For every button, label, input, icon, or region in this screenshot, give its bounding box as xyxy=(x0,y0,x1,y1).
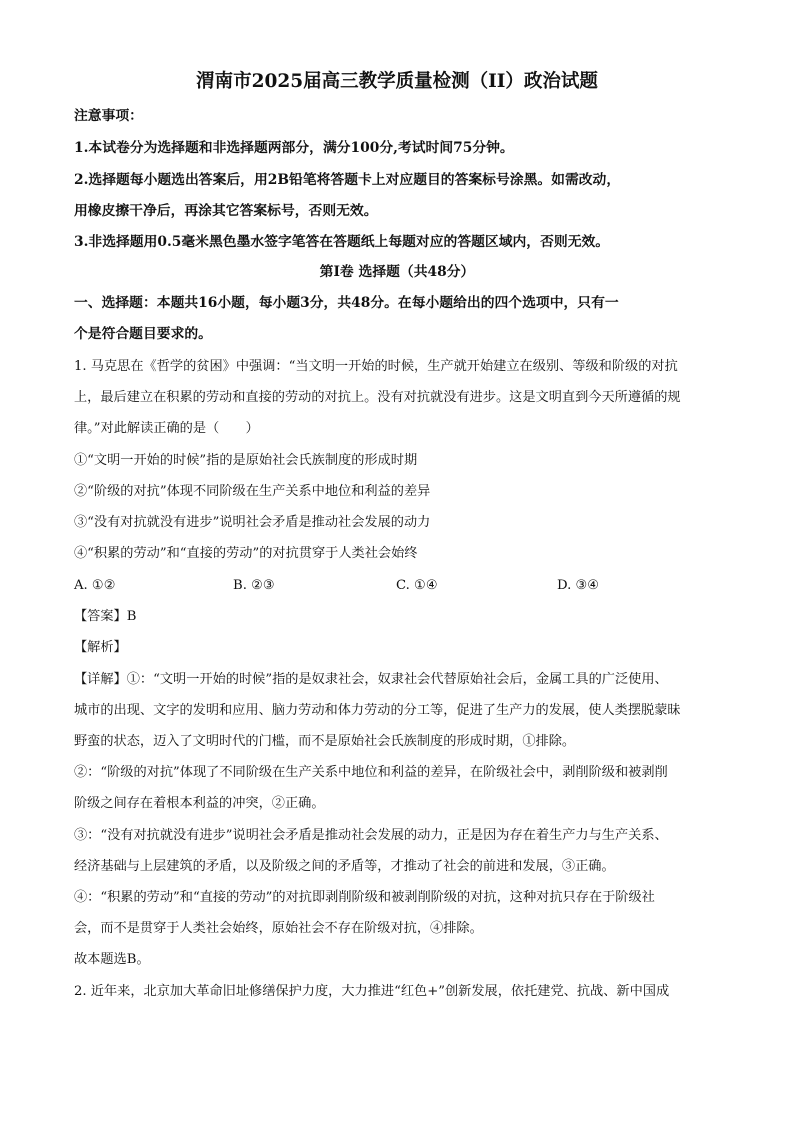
q1-analysis-label: 【解析】 xyxy=(74,640,127,655)
q1-stem-line-3: 律。”对此解读正确的是（ ） xyxy=(74,421,259,436)
notice-item-3: 3.非选择题用0.5毫米黑色墨水签字笔答在答题纸上每题对应的答题区域内，否则无效。 xyxy=(74,234,610,250)
section-instruction-line-2: 个是符合题目要求的。 xyxy=(74,326,212,342)
q1-option-c: C. ①④ xyxy=(396,578,438,593)
section-instruction-line-1: 一、选择题：本题共16小题，每小题3分，共48分。在每小题给出的四个选项中，只有一 xyxy=(74,295,619,311)
page-title: 渭南市2025届高三教学质量检测（II）政治试题 xyxy=(196,71,598,92)
q1-analysis-line-8: ④：“积累的劳动”和“直接的劳动”的对抗即剥削阶级和被剥削阶级的对抗，这种对抗只存在于阶级社 xyxy=(74,890,655,905)
notice-heading: 注意事项： xyxy=(74,108,143,124)
q1-option-d: D. ③④ xyxy=(557,578,600,593)
q1-analysis-line-4: ②：“阶级的对抗”体现了不同阶级在生产关系中地位和利益的差异，在阶级社会中，剥削阶级和被剥削 xyxy=(74,765,668,780)
notice-item-2-continued: 用橡皮擦干净后，再涂其它答案标号，否则无效。 xyxy=(74,203,378,219)
q1-statement-3: ③“没有对抗就没有进步”说明社会矛盾是推动社会发展的动力 xyxy=(74,515,431,530)
q1-analysis-line-1: 【详解】①：“文明一开始的时候”指的是奴隶社会，奴隶社会代替原始社会后，金属工具的广泛使用、 xyxy=(74,672,668,687)
q1-analysis-line-3: 野蛮的状态，迈入了文明时代的门槛，而不是原始社会氏族制度的形成时期，①排除。 xyxy=(74,734,576,749)
q1-analysis-line-2: 城市的出现、文字的发明和应用、脑力劳动和体力劳动的分工等，促进了生产力的发展，使人类摆脱蒙昧 xyxy=(74,703,681,718)
q1-stem-line-2: 上，最后建立在积累的劳动和直接的劳动的对抗上。没有对抗就没有进步。这是文明直到今天所遵循的规 xyxy=(74,390,681,405)
notice-item-1: 1.本试卷分为选择题和非选择题两部分，满分100分,考试时间75分钟。 xyxy=(74,140,514,156)
section-title: 第Ⅰ卷 选择题（共48分） xyxy=(319,264,475,280)
q1-conclusion: 故本题选B。 xyxy=(74,952,150,967)
q1-analysis-line-9: 会，而不是贯穿于人类社会始终，原始社会不存在阶级对抗，④排除。 xyxy=(74,921,483,936)
q1-option-a: A. ①② xyxy=(74,578,116,593)
q1-statement-4: ④“积累的劳动”和“直接的劳动”的对抗贯穿于人类社会始终 xyxy=(74,546,418,561)
q1-analysis-line-6: ③：“没有对抗就没有进步”说明社会矛盾是推动社会发展的动力，正是因为存在着生产力与生产关系、 xyxy=(74,828,668,843)
q1-stem-line-1: 1. 马克思在《哲学的贫困》中强调：“当文明一开始的时候，生产就开始建立在级别、等级和阶级的对抗 xyxy=(74,359,678,374)
q1-option-b: B. ②③ xyxy=(233,578,275,593)
q1-analysis-line-7: 经济基础与上层建筑的矛盾，以及阶级之间的矛盾等，才推动了社会的前进和发展，③正确。 xyxy=(74,859,615,874)
notice-item-2: 2.选择题每小题选出答案后，用2B铅笔将答题卡上对应题目的答案标号涂黑。如需改动， xyxy=(74,172,621,188)
q1-analysis-line-5: 阶级之间存在着根本利益的冲突，②正确。 xyxy=(74,796,325,811)
q1-statement-2: ②“阶级的对抗”体现不同阶级在生产关系中地位和利益的差异 xyxy=(74,484,431,499)
q1-answer: 【答案】B xyxy=(74,609,137,624)
q2-stem-line-1: 2. 近年来，北京加大革命旧址修缮保护力度，大力推进“红色+”创新发展，依托建党、抗战、新中国成 xyxy=(74,984,670,999)
q1-statement-1: ①“文明一开始的时候”指的是原始社会氏族制度的形成时期 xyxy=(74,453,418,468)
